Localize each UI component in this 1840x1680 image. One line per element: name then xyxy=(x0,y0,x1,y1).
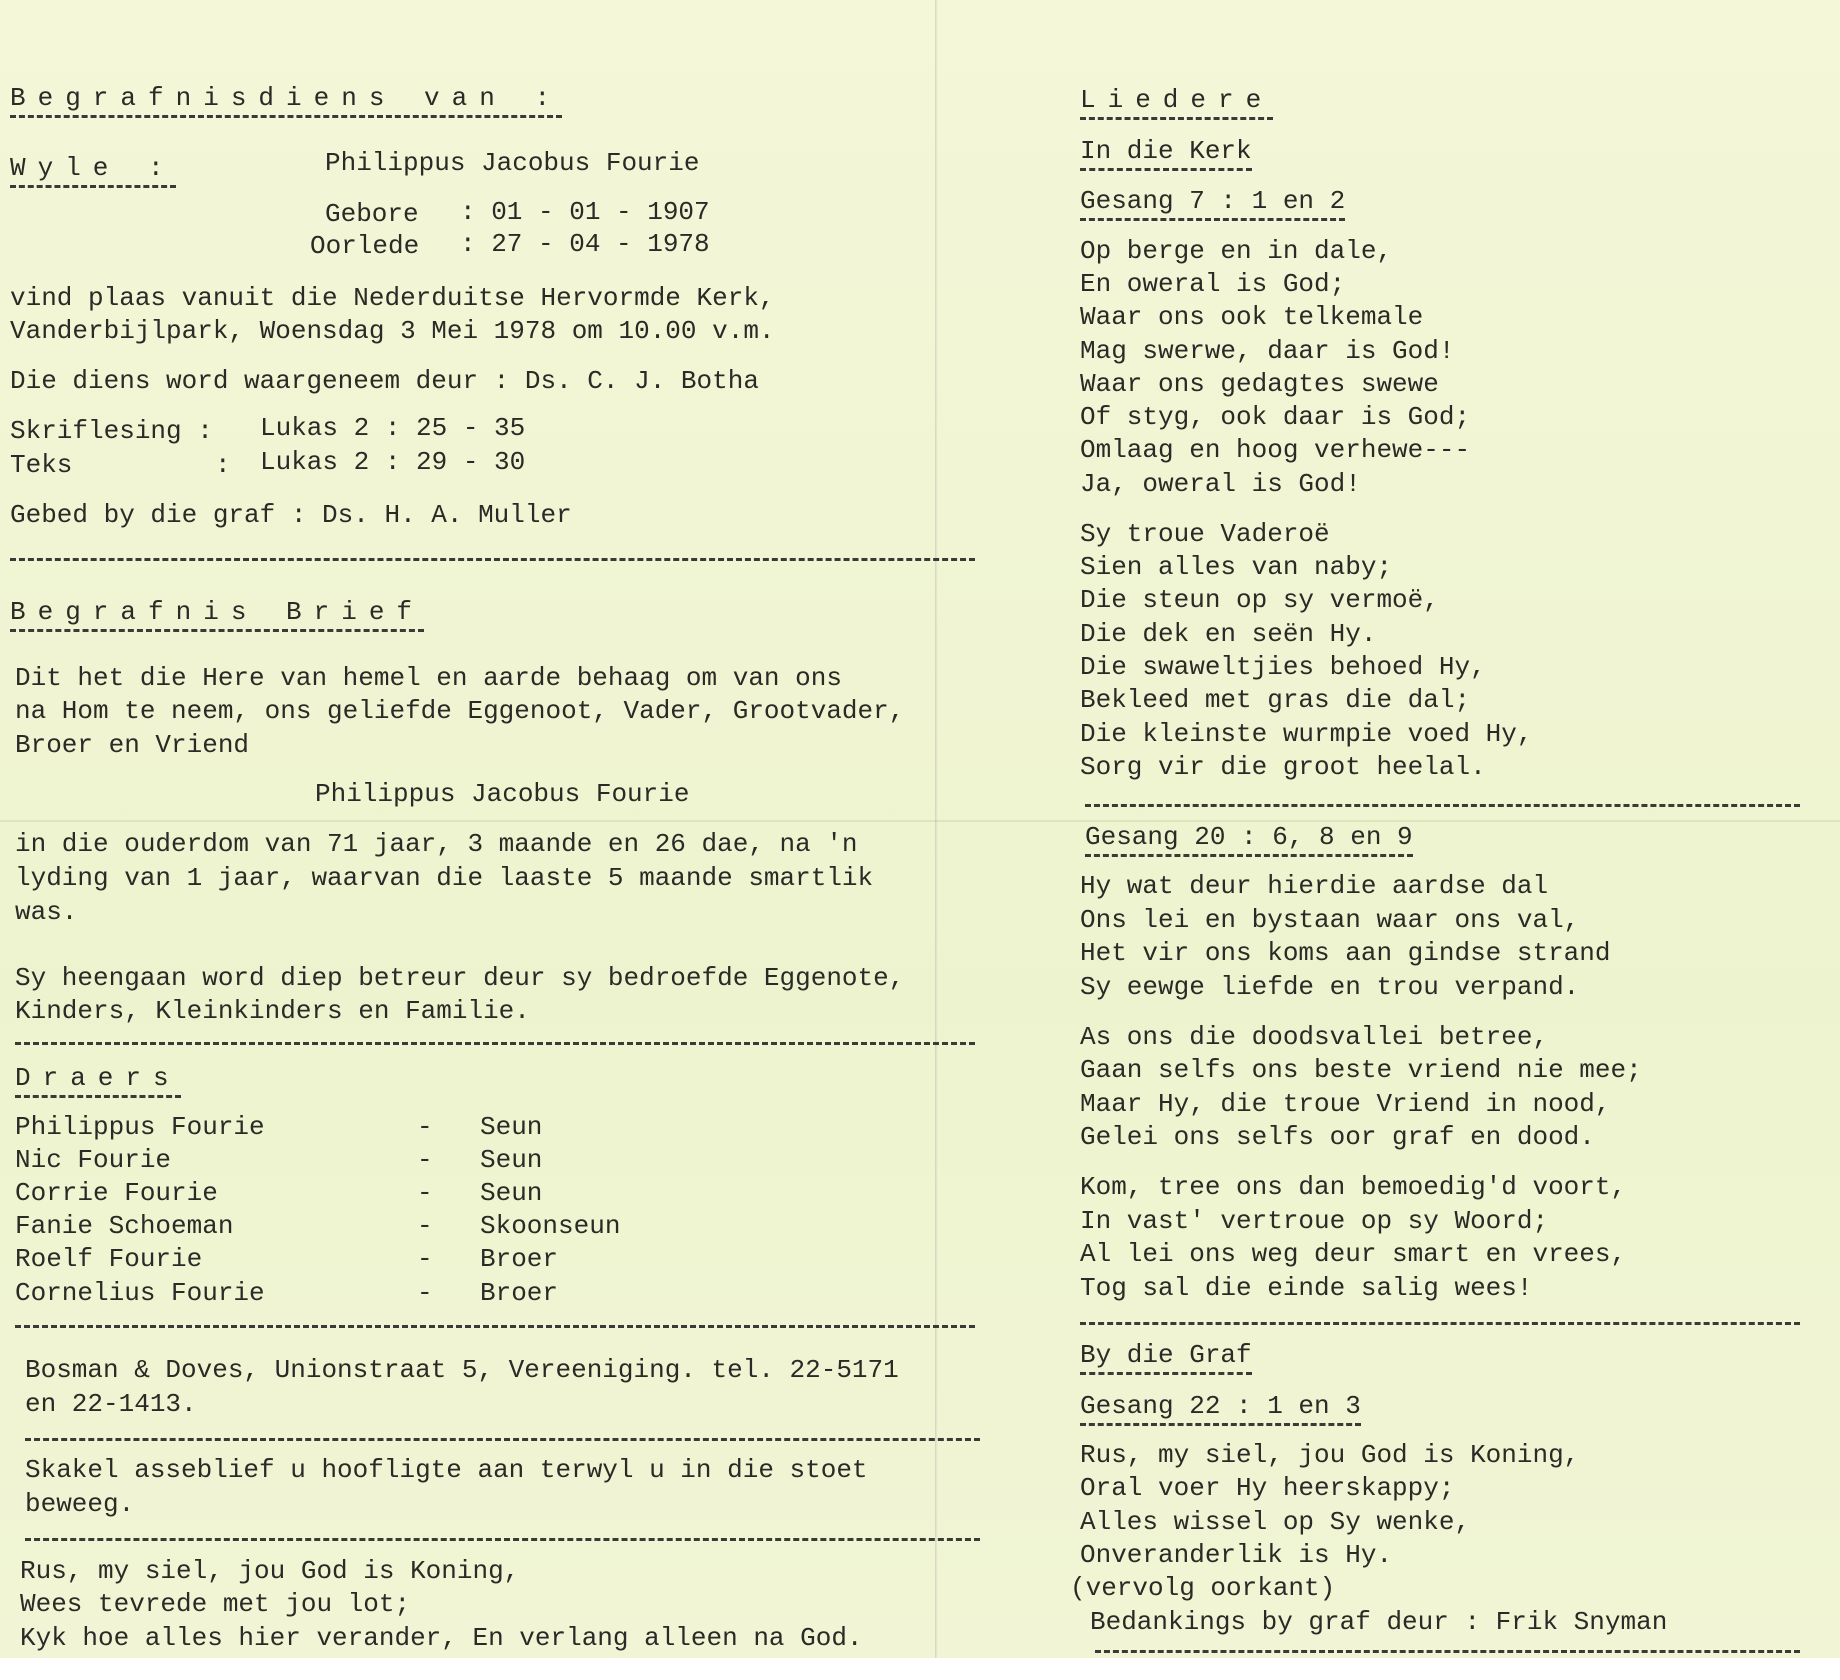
notice-heading: Begrafnis Brief xyxy=(10,597,424,632)
divider xyxy=(1095,1650,1800,1653)
notice-line-3: Broer en Vriend xyxy=(15,730,250,760)
verse-line: Rus, my siel, jou God is Koning, xyxy=(1080,1440,1580,1470)
pallbearer-relation: Skoonseun xyxy=(480,1211,621,1241)
verse-line: Sorg vir die groot heelal. xyxy=(1080,752,1486,782)
pallbearer-relation: Seun xyxy=(480,1145,543,1175)
born-date: : 01 - 01 - 1907 xyxy=(460,197,710,227)
pallbearers-heading: Draers xyxy=(15,1063,181,1098)
closing-verse-line-2: Wees tevrede met jou lot; xyxy=(20,1589,411,1619)
divider xyxy=(25,1538,980,1541)
verse-line: Maar Hy, die troue Vriend in nood, xyxy=(1080,1089,1611,1119)
pallbearer-dash: - xyxy=(417,1244,433,1274)
pallbearer-dash: - xyxy=(417,1178,433,1208)
hymn-2-heading: Gesang 20 : 6, 8 en 9 xyxy=(1085,822,1413,857)
verse-line: Die swaweltjies behoed Hy, xyxy=(1080,652,1486,682)
headlights-line-2: beweeg. xyxy=(25,1489,135,1519)
verse-line: Sy eewge liefde en trou verpand. xyxy=(1080,972,1580,1002)
verse-line: Waar ons ook telkemale xyxy=(1080,302,1424,332)
pallbearer-name: Philippus Fourie xyxy=(15,1112,265,1142)
venue-line-1: vind plaas vanuit die Nederduitse Hervormde Kerk, xyxy=(10,283,775,313)
text-reference: Lukas 2 : 29 - 30 xyxy=(260,447,526,477)
died-label: Oorlede xyxy=(310,231,420,261)
undertaker-line-1: Bosman & Doves, Unionstraat 5, Vereeniging. tel. 22-5171 xyxy=(25,1355,899,1385)
verse-line: Mag swerwe, daar is God! xyxy=(1080,336,1455,366)
closing-verse-line-3: Kyk hoe alles hier verander, En verlang alleen na God. xyxy=(20,1623,863,1653)
verse-line: Tog sal die einde salig wees! xyxy=(1080,1273,1533,1303)
verse-line: Al lei ons weg deur smart en vrees, xyxy=(1080,1239,1627,1269)
service-heading: Begrafnisdiens van : xyxy=(10,83,562,118)
pallbearer-dash: - xyxy=(417,1278,433,1308)
pallbearer-relation: Seun xyxy=(480,1112,543,1142)
pallbearer-name: Nic Fourie xyxy=(15,1145,172,1175)
divider xyxy=(15,1325,975,1328)
verse-line: Of styg, ook daar is God; xyxy=(1080,402,1471,432)
graveside-prayer: Gebed by die graf : Ds. H. A. Muller xyxy=(10,500,572,530)
verse-line: Waar ons gedagtes swewe xyxy=(1080,369,1439,399)
verse-line: Omlaag en hoog verhewe--- xyxy=(1080,435,1471,465)
pallbearer-name: Cornelius Fourie xyxy=(15,1278,265,1308)
pallbearer-dash: - xyxy=(417,1145,433,1175)
verse-line: Ja, oweral is God! xyxy=(1080,469,1361,499)
notice-line-2: na Hom te neem, ons geliefde Eggenoot, Vader, Grootvader, xyxy=(15,696,905,726)
verse-line: Die dek en seën Hy. xyxy=(1080,619,1377,649)
continued-overleaf: (vervolg oorkant) xyxy=(1070,1573,1336,1603)
text-colon: : xyxy=(215,450,231,480)
verse-line: Ons lei en bystaan waar ons val, xyxy=(1080,905,1580,935)
verse-line: Die steun op sy vermoë, xyxy=(1080,585,1439,615)
text-label: Teks xyxy=(10,450,73,480)
verse-line: Sien alles van naby; xyxy=(1080,552,1393,582)
verse-line: As ons die doodsvallei betree, xyxy=(1080,1022,1549,1052)
hymns-heading: Liedere xyxy=(1080,85,1273,120)
verse-line: In vast' vertroue op sy Woord; xyxy=(1080,1206,1549,1236)
verse-line: Hy wat deur hierdie aardse dal xyxy=(1080,871,1549,901)
verse-line: Op berge en in dale, xyxy=(1080,236,1393,266)
age-line-1: in die ouderdom van 71 jaar, 3 maande en 26 dae, na 'n xyxy=(15,829,858,859)
verse-line: Het vir ons koms aan gindse strand xyxy=(1080,938,1611,968)
pallbearer-name: Fanie Schoeman xyxy=(15,1211,234,1241)
reading-reference: Lukas 2 : 25 - 35 xyxy=(260,413,526,443)
born-label: Gebore xyxy=(325,199,419,229)
paper-fold-vertical xyxy=(935,0,938,1658)
pallbearer-name: Roelf Fourie xyxy=(15,1244,203,1274)
divider xyxy=(25,1438,980,1441)
pallbearer-dash: - xyxy=(417,1211,433,1241)
pallbearer-name: Corrie Fourie xyxy=(15,1178,218,1208)
notice-deceased-name: Philippus Jacobus Fourie xyxy=(315,779,690,809)
verse-line: Kom, tree ons dan bemoedig'd voort, xyxy=(1080,1172,1627,1202)
age-line-2: lyding van 1 jaar, waarvan die laaste 5 maande smartlik xyxy=(15,863,874,893)
divider xyxy=(1085,804,1800,807)
paper-fold-horizontal xyxy=(0,820,1840,822)
divider xyxy=(15,1042,975,1045)
divider xyxy=(1080,1322,1800,1325)
died-date: : 27 - 04 - 1978 xyxy=(460,229,710,259)
hymn-3-heading: Gesang 22 : 1 en 3 xyxy=(1080,1391,1361,1426)
deceased-name: Philippus Jacobus Fourie xyxy=(325,148,700,178)
hymn-1-heading: Gesang 7 : 1 en 2 xyxy=(1080,186,1345,221)
headlights-line-1: Skakel asseblief u hoofligte aan terwyl u in die stoet xyxy=(25,1455,868,1485)
undertaker-line-2: en 22-1413. xyxy=(25,1389,197,1419)
verse-line: Bekleed met gras die dal; xyxy=(1080,685,1471,715)
pallbearer-relation: Seun xyxy=(480,1178,543,1208)
verse-line: Sy troue Vaderoë xyxy=(1080,519,1330,549)
deceased-label: Wyle : xyxy=(10,153,176,188)
pallbearer-relation: Broer xyxy=(480,1278,559,1308)
officiant-line: Die diens word waargeneem deur : Ds. C. J. Botha xyxy=(10,366,759,396)
divider xyxy=(10,558,975,561)
pallbearer-relation: Broer xyxy=(480,1244,559,1274)
verse-line: Gelei ons selfs oor graf en dood. xyxy=(1080,1122,1595,1152)
closing-verse-line-1: Rus, my siel, jou God is Koning, xyxy=(20,1556,520,1586)
verse-line: Onveranderlik is Hy. xyxy=(1080,1540,1393,1570)
mourning-line-2: Kinders, Kleinkinders en Familie. xyxy=(15,996,530,1026)
thanks-line: Bedankings by graf deur : Frik Snyman xyxy=(1090,1607,1668,1637)
reading-label: Skriflesing : xyxy=(10,416,213,446)
verse-line: En oweral is God; xyxy=(1080,269,1346,299)
verse-line: Alles wissel op Sy wenke, xyxy=(1080,1507,1471,1537)
verse-line: Oral voer Hy heerskappy; xyxy=(1080,1473,1455,1503)
graveside-heading: By die Graf xyxy=(1080,1340,1252,1375)
verse-line: Die kleinste wurmpie voed Hy, xyxy=(1080,719,1533,749)
pallbearer-dash: - xyxy=(417,1112,433,1142)
mourning-line-1: Sy heengaan word diep betreur deur sy bedroefde Eggenote, xyxy=(15,963,905,993)
scan-margin xyxy=(0,1658,1840,1680)
age-line-3: was. xyxy=(15,897,78,927)
in-church-heading: In die Kerk xyxy=(1080,136,1252,171)
verse-line: Gaan selfs ons beste vriend nie mee; xyxy=(1080,1055,1642,1085)
notice-line-1: Dit het die Here van hemel en aarde behaag om van ons xyxy=(15,663,842,693)
venue-line-2: Vanderbijlpark, Woensdag 3 Mei 1978 om 10.00 v.m. xyxy=(10,316,775,346)
